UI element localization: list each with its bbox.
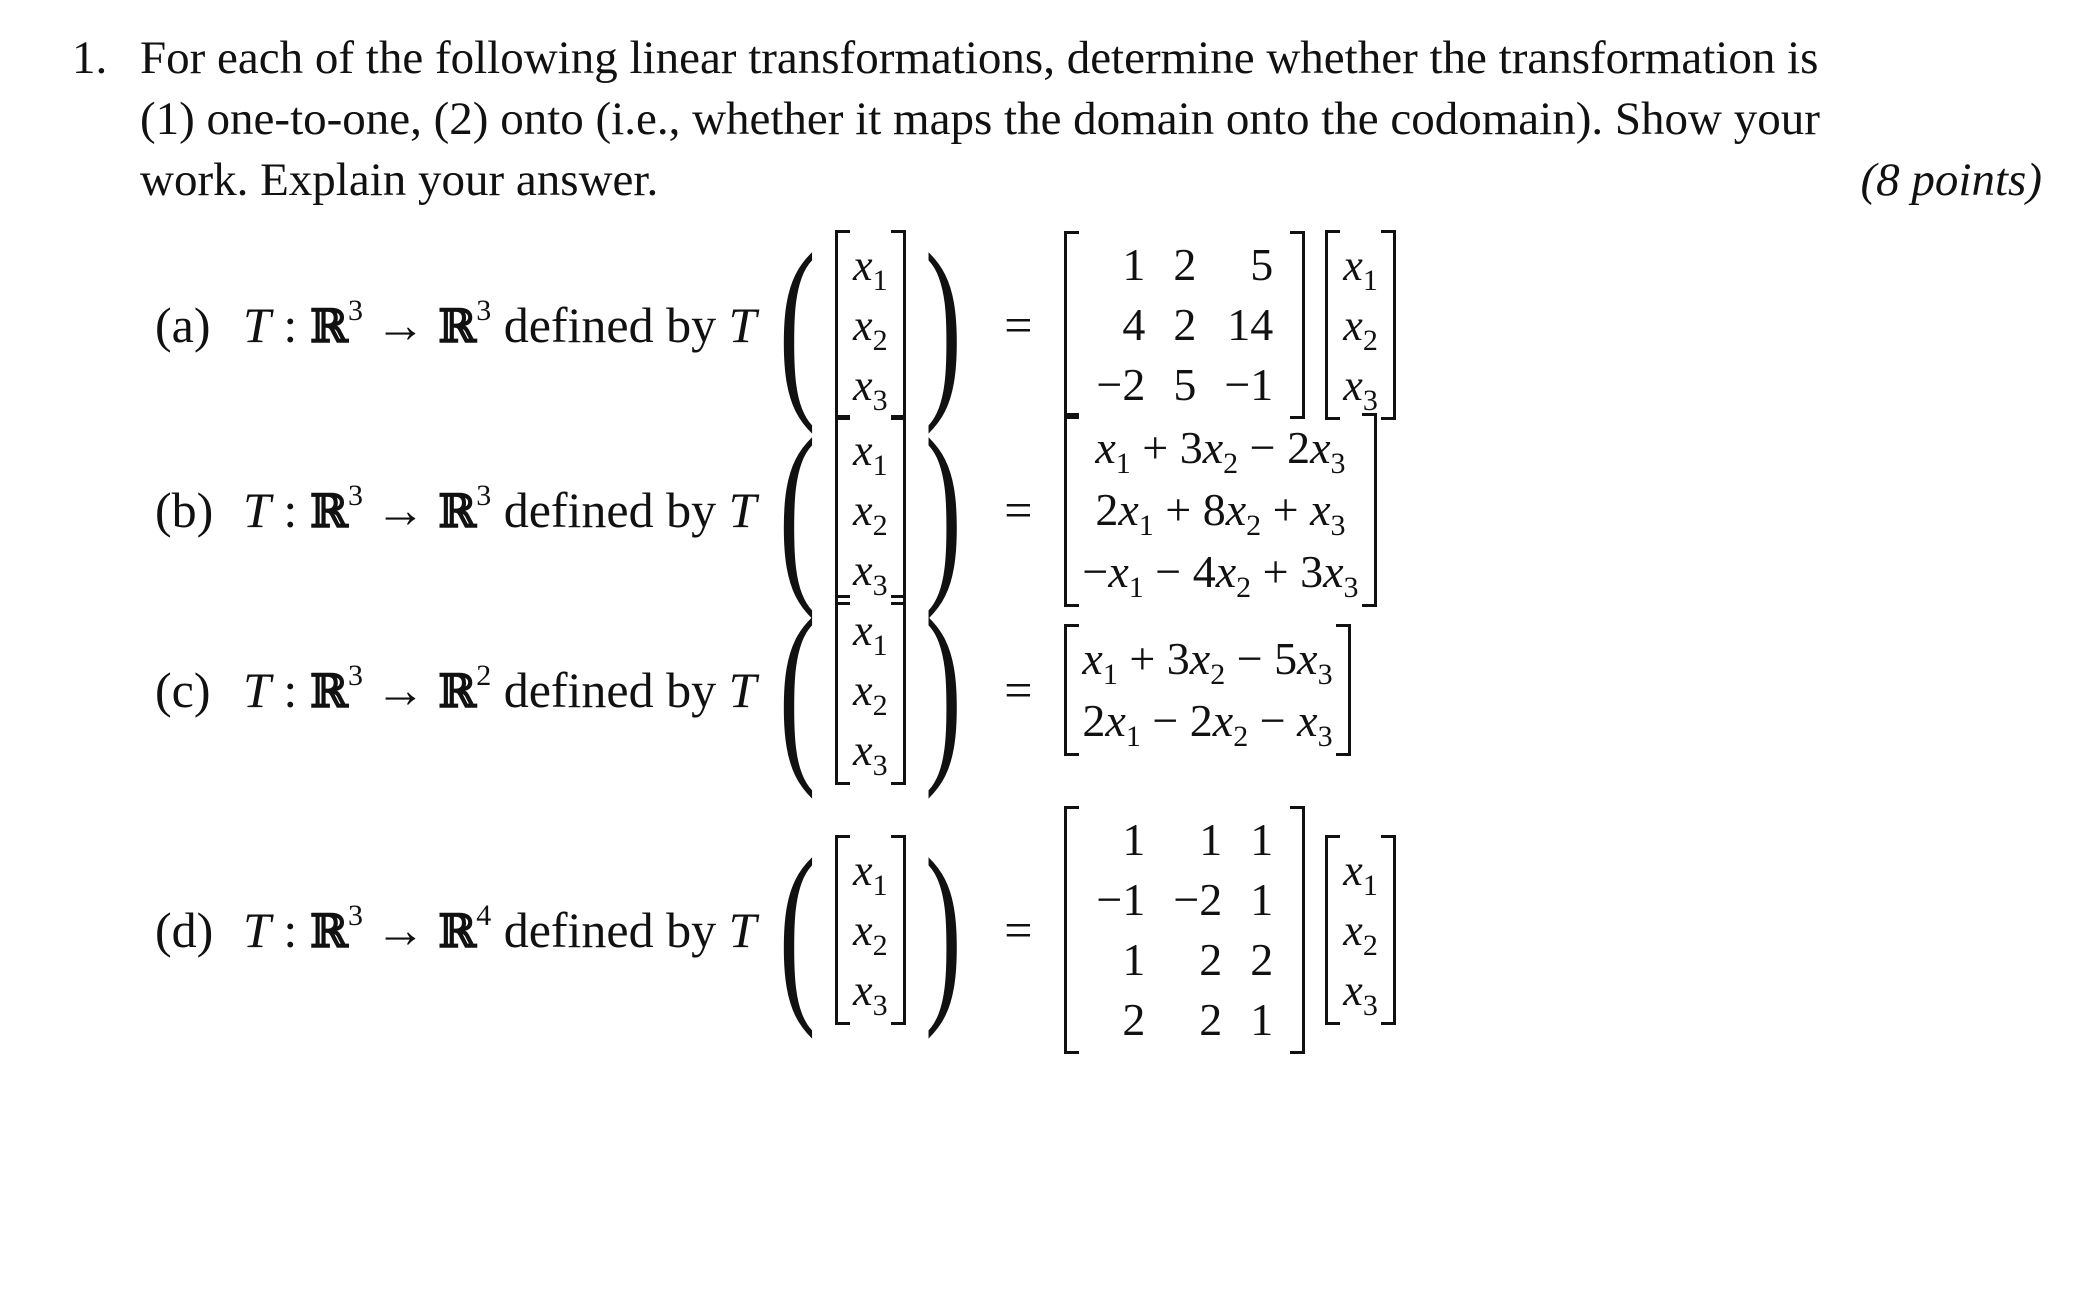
domain-exponent: 3 <box>347 659 363 692</box>
vector-entry: $x_3$ <box>853 966 888 1022</box>
transformation-signature: T : ℝ$^3$ → ℝ$^2$ defined by T <box>243 659 757 718</box>
input-vector <box>835 835 906 1025</box>
vector-entry: $x_3$ <box>853 546 888 602</box>
transformation-signature: T : ℝ$^3$ → ℝ$^4$ defined by T <box>243 899 757 958</box>
part-c <box>155 579 2055 800</box>
equals-sign: = <box>1004 297 1033 353</box>
matrix-entry: 1 <box>1122 814 1146 865</box>
vector-entry: $x_2$ <box>853 906 888 962</box>
input-vector <box>835 230 906 420</box>
matrix-entry: −2 <box>1096 359 1146 410</box>
vector-entry: $x_1$ <box>853 241 888 297</box>
matrix-entry: 5 <box>1250 239 1274 290</box>
output-expression: $2x_1 + 8x_2 + x_3$ <box>1095 484 1346 542</box>
matrix-entry: 2 <box>1122 994 1146 1045</box>
right-paren: ) <box>924 214 962 435</box>
equals-sign: = <box>1004 662 1033 718</box>
problem-line-3: work. Explain your answer. <box>140 154 659 206</box>
defined-by-text: defined by <box>503 662 717 718</box>
right-paren: ) <box>924 399 962 620</box>
part-label: (d) <box>155 902 214 958</box>
matrix-entry: 2 <box>1173 299 1197 350</box>
matrix-entry: 1 <box>1122 239 1146 290</box>
domain-exponent: 3 <box>347 294 363 327</box>
vector-entry: $x_1$ <box>853 426 888 482</box>
input-vector <box>835 415 906 605</box>
left-paren: ( <box>779 399 817 620</box>
vector-entry: $x_2$ <box>853 486 888 542</box>
vector-entry: $x_2$ <box>1343 301 1378 357</box>
input-vector <box>835 595 906 785</box>
coefficient-matrix <box>1064 806 1305 1054</box>
part-label: (a) <box>155 297 211 353</box>
matrix-entry: 1 <box>1122 934 1146 985</box>
output-vector <box>1064 624 1350 756</box>
matrix-entry: 5 <box>1173 359 1197 410</box>
problem-statement <box>72 28 2042 211</box>
codomain-exponent: 3 <box>476 479 492 512</box>
vector-entry: $x_2$ <box>853 301 888 357</box>
vector-entry: $x_2$ <box>853 666 888 722</box>
defined-by-text: defined by <box>503 902 717 958</box>
matrix-entry: 4 <box>1122 299 1146 350</box>
multiplied-vector <box>1325 230 1396 420</box>
vector-entry: $x_3$ <box>1343 966 1378 1022</box>
multiplied-vector <box>1325 835 1396 1025</box>
vector-entry: $x_1$ <box>853 606 888 662</box>
right-paren: ) <box>924 819 962 1040</box>
domain-exponent: 3 <box>347 479 363 512</box>
matrix-entry: 1 <box>1250 814 1274 865</box>
part-a <box>155 214 2055 435</box>
transformation-signature: T : ℝ$^3$ → ℝ$^3$ defined by T <box>243 294 757 353</box>
codomain-exponent: 2 <box>476 659 492 692</box>
defined-by-text: defined by <box>503 482 717 538</box>
matrix-entry: −1 <box>1096 874 1146 925</box>
left-paren: ( <box>779 214 817 435</box>
part-b <box>155 399 2055 620</box>
vector-entry: $x_3$ <box>853 361 888 417</box>
matrix-entry: −1 <box>1224 359 1274 410</box>
output-vector <box>1064 413 1376 607</box>
output-expression: $x_1 + 3x_2 - 2x_3$ <box>1095 422 1346 480</box>
vector-entry: $x_1$ <box>1343 241 1378 297</box>
left-paren: ( <box>779 579 817 800</box>
part-d <box>155 800 2055 1060</box>
domain-exponent: 3 <box>347 899 363 932</box>
problem-number: 1. <box>72 32 108 84</box>
right-paren: ) <box>924 579 962 800</box>
matrix-entry: 2 <box>1173 239 1197 290</box>
matrix-entry: 1 <box>1250 994 1274 1045</box>
points-label: (8 points) <box>1860 154 2042 206</box>
matrix-entry: 2 <box>1199 934 1223 985</box>
transformation-signature: T : ℝ$^3$ → ℝ$^3$ defined by T <box>243 479 757 538</box>
output-expression: $2x_1 - 2x_2 - x_3$ <box>1082 695 1333 753</box>
vector-entry: $x_1$ <box>853 846 888 902</box>
matrix-entry: 2 <box>1250 934 1274 985</box>
coefficient-matrix <box>1064 231 1305 419</box>
equals-sign: = <box>1004 902 1033 958</box>
part-label: (c) <box>155 662 211 718</box>
matrix-entry: 14 <box>1227 299 1274 350</box>
vector-entry: $x_3$ <box>853 726 888 782</box>
matrix-entry: 1 <box>1199 814 1223 865</box>
part-label: (b) <box>155 482 214 538</box>
matrix-entry: −2 <box>1173 874 1223 925</box>
matrix-entry: 1 <box>1250 874 1274 925</box>
output-expression: $-x_1 - 4x_2 + 3x_3$ <box>1082 546 1359 604</box>
equals-sign: = <box>1004 482 1033 538</box>
vector-entry: $x_2$ <box>1343 906 1378 962</box>
problem-line-2: (1) one-to-one, (2) onto (i.e., whether it maps the domain onto the codomain). Show your <box>140 93 1820 145</box>
codomain-exponent: 4 <box>476 899 492 932</box>
vector-entry: $x_3$ <box>1343 361 1378 417</box>
codomain-exponent: 3 <box>476 294 492 327</box>
output-expression: $x_1 + 3x_2 - 5x_3$ <box>1082 633 1333 691</box>
problem-line-1: For each of the following linear transformations, determine whether the transformation is <box>140 32 1819 84</box>
left-paren: ( <box>779 819 817 1040</box>
vector-entry: $x_1$ <box>1343 846 1378 902</box>
matrix-entry: 2 <box>1199 994 1223 1045</box>
defined-by-text: defined by <box>503 297 717 353</box>
